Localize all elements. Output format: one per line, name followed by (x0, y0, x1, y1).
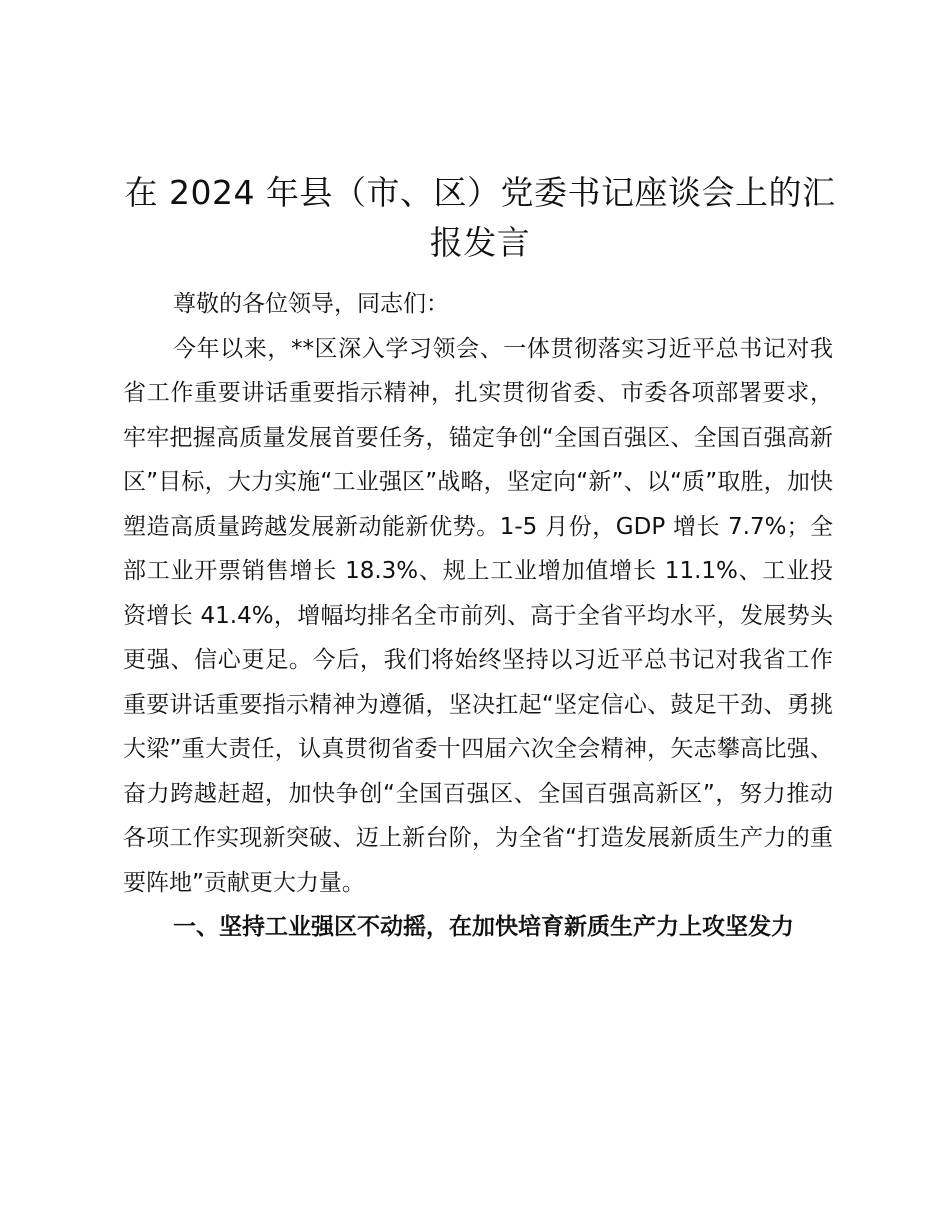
document-body (123, 282, 833, 950)
salutation: 尊敬的各位领导，同志们： (173, 291, 449, 317)
body-paragraph: 今年以来，**区深入学习领会、一体贯彻落实习近平总书记对我省工作重要讲话重要指示精神，扎实贯彻省委、市委各项部署要求，牢牢把握高质量发展首要任务，锚定争创“全国百强区、全国百强高新区”目标，大力实施“工业强区”战略，坚定向“新”、以“质”取胜，加快塑造高质量跨越发展新动能新优势。1-5 月份，GDP 增长 7.7%；全部工业开票销售增长 18.3%、规上工业增加值增长 11.1%、工业投资增长 41.4%，增幅均排名全市前列、高于全省平均水平，发展势头更强、信心更足。今后，我们将始终坚持以习近平总书记对我省工作重要讲话重要指示精神为遵循，坚决扛起“坚定信心、鼓足干劲、勇挑大梁”重大责任，认真贯彻省委十四届六次全会精神，矢志攀高比强、奋力跨越赶超，加快争创“全国百强区、全国百强高新区”，努力推动各项工作实现新突破、迈上新台阶，为全省“打造发展新质生产力的重要阵地”贡献更大力量。 (123, 335, 833, 896)
section-heading: 一、坚持工业强区不动摇，在加快培育新质生产力上攻坚发力 (173, 914, 794, 940)
document-title: 在 2024 年县（市、区）党委书记座谈会上的汇报发言 (124, 173, 836, 262)
